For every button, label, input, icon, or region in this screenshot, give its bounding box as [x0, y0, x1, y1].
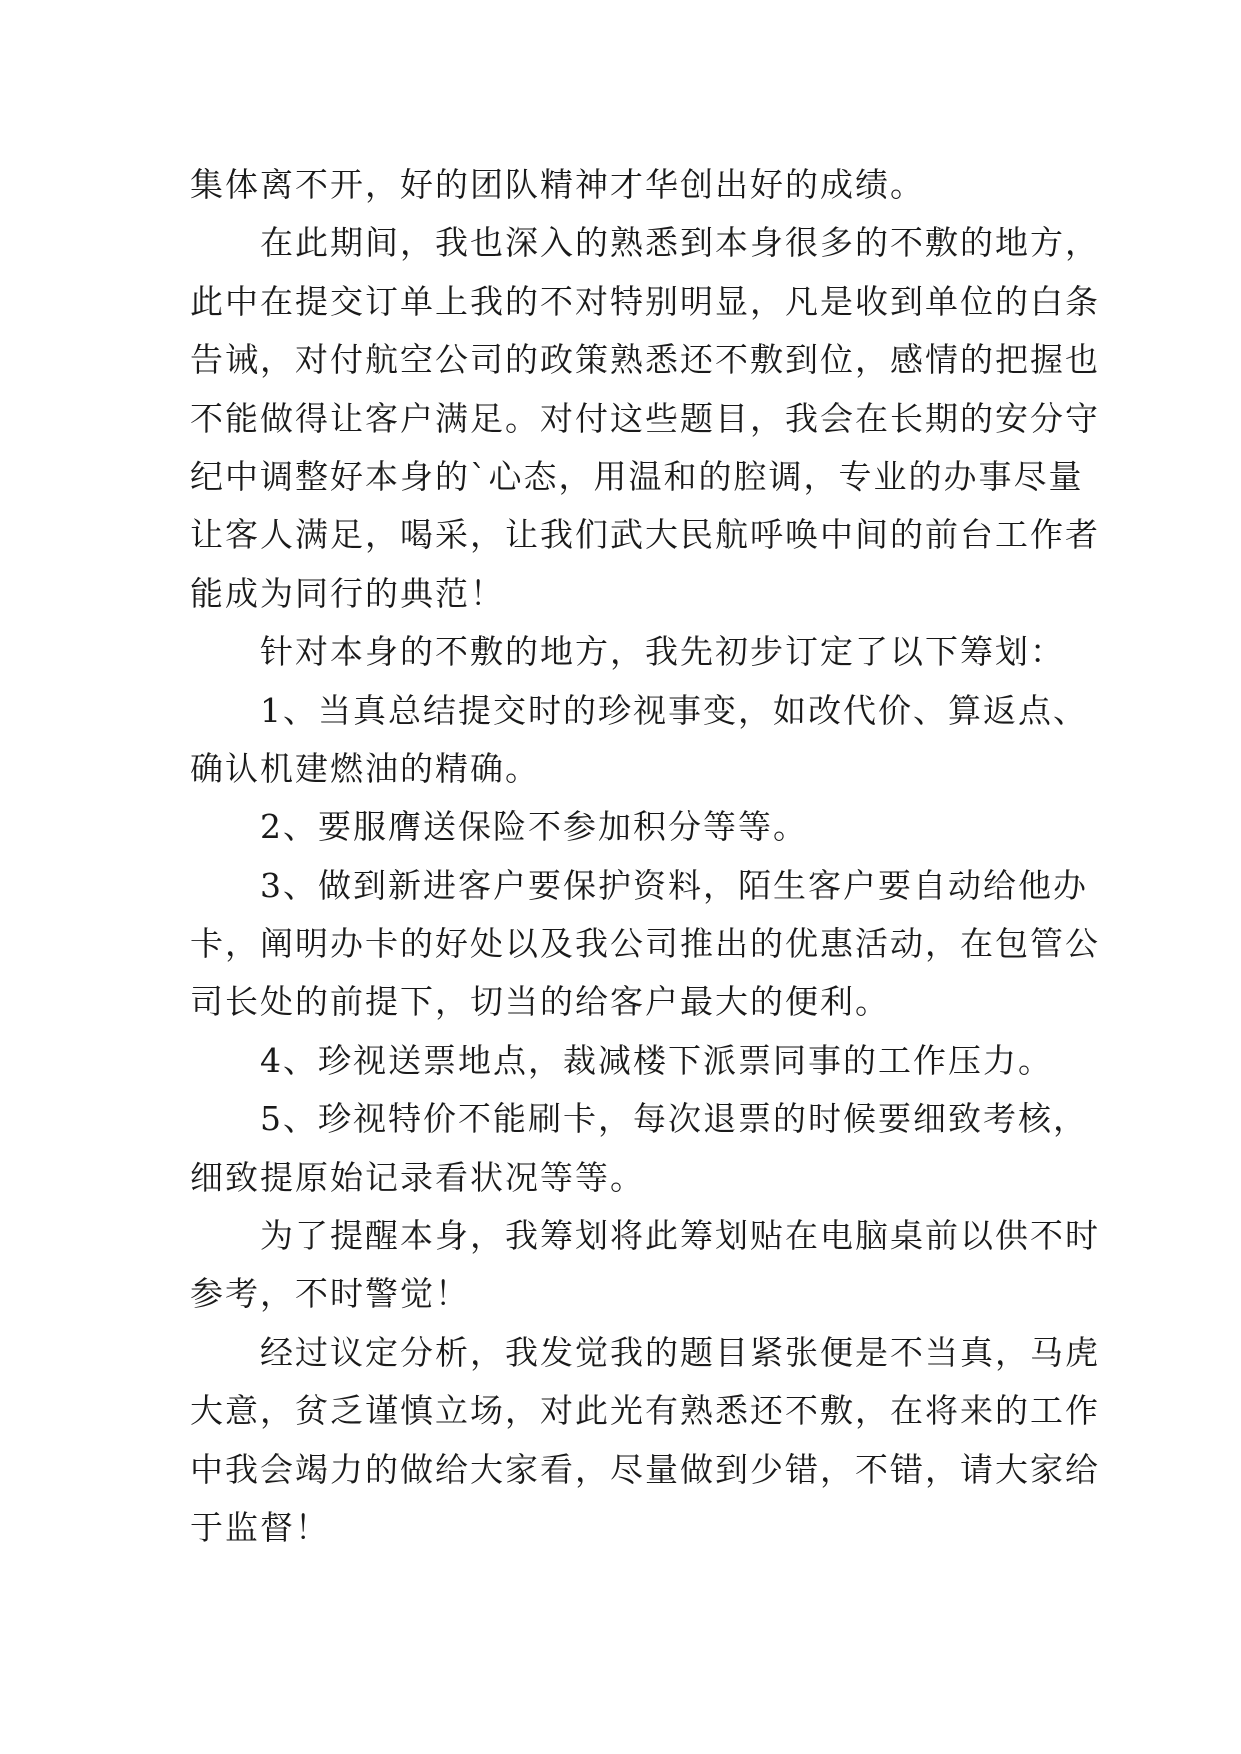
text-line: 卡，阐明办卡的好处以及我公司推出的优惠活动，在包管公	[190, 924, 1100, 964]
text-line: 不能做得让客户满足。对付这些题目，我会在长期的安分守	[190, 398, 1100, 438]
text-line: 此中在提交订单上我的不对特别明显，凡是收到单位的白条	[190, 281, 1100, 321]
text-line: 确认机建燃油的精确。	[190, 748, 540, 788]
text-line: 中我会竭力的做给大家看，尽量做到少错，不错，请大家给	[190, 1449, 1100, 1489]
text-line: 为了提醒本身，我筹划将此筹划贴在电脑桌前以供不时	[190, 1216, 1100, 1256]
text-line: 告诫，对付航空公司的政策熟悉还不敷到位，感情的把握也	[190, 340, 1100, 380]
text-line: 参考，不时警觉！	[190, 1274, 470, 1314]
text-line: 3、做到新进客户要保护资料，陌生客户要自动给他办	[190, 865, 1088, 905]
text-line: 让客人满足，喝采，让我们武大民航呼唤中间的前台工作者	[190, 515, 1100, 555]
text-line: 经过议定分析，我发觉我的题目紧张便是不当真，马虎	[190, 1332, 1100, 1372]
text-line: 大意，贫乏谨慎立场，对此光有熟悉还不敷，在将来的工作	[190, 1391, 1100, 1431]
text-line: 于监督！	[190, 1507, 330, 1547]
text-line: 能成为同行的典范！	[190, 573, 505, 613]
text-line: 司长处的前提下，切当的给客户最大的便利。	[190, 982, 890, 1022]
text-line: 纪中调整好本身的`心态，用温和的腔调，专业的办事尽量	[190, 456, 1084, 496]
text-line: 集体离不开，好的团队精神才华创出好的成绩。	[190, 165, 925, 204]
document-body	[190, 156, 1100, 1557]
text-line: 针对本身的不敷的地方，我先初步订定了以下筹划：	[190, 632, 1065, 672]
text-line: 4、珍视送票地点，裁减楼下派票同事的工作压力。	[190, 1040, 1053, 1080]
text-line: 5、珍视特价不能刷卡，每次退票的时候要细致考核，	[190, 1099, 1088, 1139]
text-line: 细致提原始记录看状况等等。	[190, 1157, 645, 1197]
text-line: 在此期间，我也深入的熟悉到本身很多的不敷的地方，	[190, 223, 1100, 263]
text-line: 2、要服膺送保险不参加积分等等。	[190, 807, 808, 847]
text-line: 1、当真总结提交时的珍视事变，如改代价、算返点、	[190, 690, 1088, 730]
